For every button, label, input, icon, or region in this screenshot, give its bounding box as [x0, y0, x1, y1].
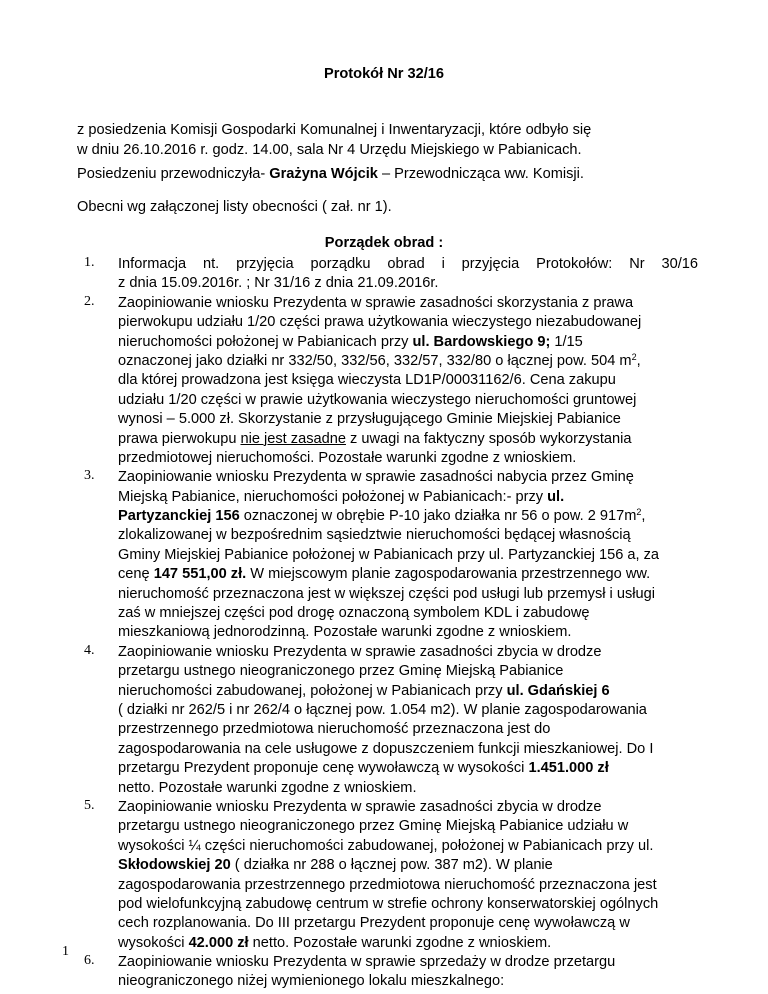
agenda-line: nieruchomości położonej w Pabianicach przy ul. Bardowskiego 9; 1/15	[118, 333, 583, 350]
agenda-line: ( działki nr 262/5 i nr 262/4 o łącznej pow. 1.054 m2). W planie zagospodarowania	[118, 701, 647, 718]
agenda-line: mieszkaniową jednorodzinną. Pozostałe warunki zgodne z wnioskiem.	[118, 624, 572, 641]
chair-paragraph: Posiedzeniu przewodniczyła- Grażyna Wójcik – Przewodnicząca ww. Komisji.	[77, 166, 584, 182]
agenda-line: zaś w mniejszej części pod drogę oznaczoną symbolem KDL i zabudowę	[118, 605, 590, 622]
agenda-line: Informacja nt. przyjęcia porządku obrad i przyjęcia Protokołów: Nr 30/16	[118, 256, 698, 272]
agenda-line: udziału 1/20 części w prawie użytkowania wieczystego nieruchomości gruntowej	[118, 391, 637, 408]
agenda-line: przetargu ustnego nieograniczonego przez Gminę Miejską Pabianice udziału w	[118, 818, 629, 835]
agenda-item-number: 5.	[84, 797, 95, 813]
agenda-line: Gminy Miejskiej Pabianice położonej w Pabianicach przy ul. Partyzanckiej 156 a, za	[118, 546, 660, 563]
underlined-phrase: nie jest zasadne	[240, 430, 346, 447]
agenda-line: dla której prowadzona jest księga wieczysta LD1P/00031162/6. Cena zakupu	[118, 372, 616, 389]
meeting-info	[77, 120, 591, 160]
street-address: ul. Gdańskiej 6	[506, 682, 610, 699]
agenda-item	[0, 294, 698, 469]
agenda-line: Zaopiniowanie wniosku Prezydenta w sprawie zasadności skorzystania z prawa	[118, 294, 634, 311]
meeting-info-line: z posiedzenia Komisji Gospodarki Komunalnej i Inwentaryzacji, które odbyło się	[77, 122, 592, 138]
agenda-line: Partyzanckiej 156 oznaczonej w obrębie P-10 jako działka nr 56 o pow. 2 $917m^2$,	[118, 507, 646, 525]
agenda-line: zagospodarowania na cele usługowe z dopuszczeniem funkcji mieszkaniowej. Do I	[118, 740, 654, 757]
agenda-item-number: 3.	[84, 468, 95, 484]
agenda-line: Zaopiniowanie wniosku Prezydenta w sprawie zasadności zbycia w drodze	[118, 643, 602, 660]
attendance-paragraph: Obecni wg załączonej listy obecności ( zał. nr 1).	[77, 199, 392, 215]
agenda-line: nieograniczonego niżej wymienionego lokalu mieszkalnego:	[118, 973, 505, 990]
agenda-item	[0, 643, 698, 798]
agenda-line: pierwokupu udziału 1/20 części prawa użytkowania wieczystego niezabudowanej	[118, 314, 642, 331]
street-address: Partyzanckiej 156	[118, 508, 240, 525]
agenda-line: Miejską Pabianice, nieruchomości położonej w Pabianicach:- przy ul.	[118, 488, 565, 505]
agenda-line: nieruchomości zabudowanej, położonej w Pabianicach przy ul. Gdańskiej 6	[118, 682, 610, 699]
agenda-heading: Porządek obrad :	[324, 235, 444, 251]
agenda-line: Zaopiniowanie wniosku Prezydenta w sprawie zasadności zbycia w drodze	[118, 798, 602, 815]
street-address: Skłodowskiej 20	[118, 857, 231, 874]
agenda-item	[0, 953, 698, 992]
agenda-item-number: 2.	[84, 293, 95, 309]
agenda-line: przetargu ustnego nieograniczonego przez Gminę Miejską Pabianice	[118, 663, 564, 680]
agenda-line: pod wielofunkcyjną zabudowę centrum w strefie ochrony konserwatorskiej ogólnych	[118, 895, 659, 912]
price-value: 42.000 zł	[188, 934, 249, 951]
agenda-list	[0, 255, 698, 992]
agenda-line: cenę 147 551,00 zł. W miejscowym planie zagospodarowania przestrzennego ww.	[118, 566, 651, 583]
agenda-item	[0, 798, 698, 953]
agenda-line: nieruchomość przeznaczona jest w większej części pod usługi lub przemysł i usługi	[118, 585, 655, 602]
agenda-item-number: 1.	[84, 255, 95, 270]
agenda-line: netto. Pozostałe warunki zgodne z wnioskiem.	[118, 779, 417, 796]
meeting-info-line: w dniu 26.10.2016 r. godz. 14.00, sala Nr 4 Urzędu Miejskiego w Pabianicach.	[77, 142, 582, 158]
agenda-line: zagospodarowania przestrzennego przedmiotowa nieruchomość przeznaczona jest	[118, 876, 657, 893]
agenda-line: z dnia 15.09.2016r. ; Nr 31/16 z dnia 21.09.2016r.	[118, 275, 439, 292]
agenda-line: Zaopiniowanie wniosku Prezydenta w sprawie sprzedaży w drodze przetargu	[118, 954, 616, 971]
agenda-item	[0, 255, 698, 294]
chair-name: Grażyna Wójcik	[269, 166, 378, 182]
street-address: ul. Bardowskiego 9;	[412, 333, 551, 350]
agenda-item-number: 4.	[84, 642, 95, 658]
agenda-line: przestrzennego przedmiotowa nieruchomość przeznaczona jest do	[118, 721, 551, 738]
price-value: 1.451.000 zł	[528, 760, 609, 777]
agenda-line: Skłodowskiej 20 ( działka nr 288 o łącznej pow. 387 m2). W planie	[118, 857, 553, 874]
document-title: Protokół Nr 32/16	[323, 66, 445, 82]
agenda-item	[0, 468, 698, 643]
agenda-line: zlokalizowanej w bezpośrednim sąsiedztwie nieruchomości będącej własnością	[118, 527, 631, 544]
agenda-item-number: 6.	[84, 953, 95, 969]
agenda-line: Zaopiniowanie wniosku Prezydenta w sprawie zasadności nabycia przez Gminę	[118, 469, 634, 486]
agenda-line: wynosi – 5.000 zł. Skorzystanie z przysługującego Gminie Miejskiej Pabianice	[118, 411, 621, 428]
agenda-line: wysokości ¼ części nieruchomości zabudowanej, położonej w Pabianicach przy ul.	[118, 837, 654, 854]
agenda-line: oznaczonej jako działki nr 332/50, 332/56, 332/57, 332/80 o łącznej pow. 504 $m^2$,	[118, 351, 641, 369]
agenda-line: przedmiotowej nieruchomości. Pozostałe warunki zgodne z wnioskiem.	[118, 449, 577, 466]
agenda-line: wysokości 42.000 zł netto. Pozostałe warunki zgodne z wnioskiem.	[118, 934, 552, 951]
page-number: 1	[62, 944, 69, 959]
price-value: 147 551,00 zł.	[153, 566, 247, 583]
agenda-line: cech rozplanowania. Do III przetargu Prezydent proponuje cenę wywoławczą w	[118, 915, 630, 932]
agenda-line: prawa pierwokupu nie jest zasadne z uwagi na faktyczny sposób wykorzystania	[118, 430, 632, 447]
agenda-line: przetargu Prezydent proponuje cenę wywoławczą w wysokości 1.451.000 zł	[118, 760, 609, 777]
